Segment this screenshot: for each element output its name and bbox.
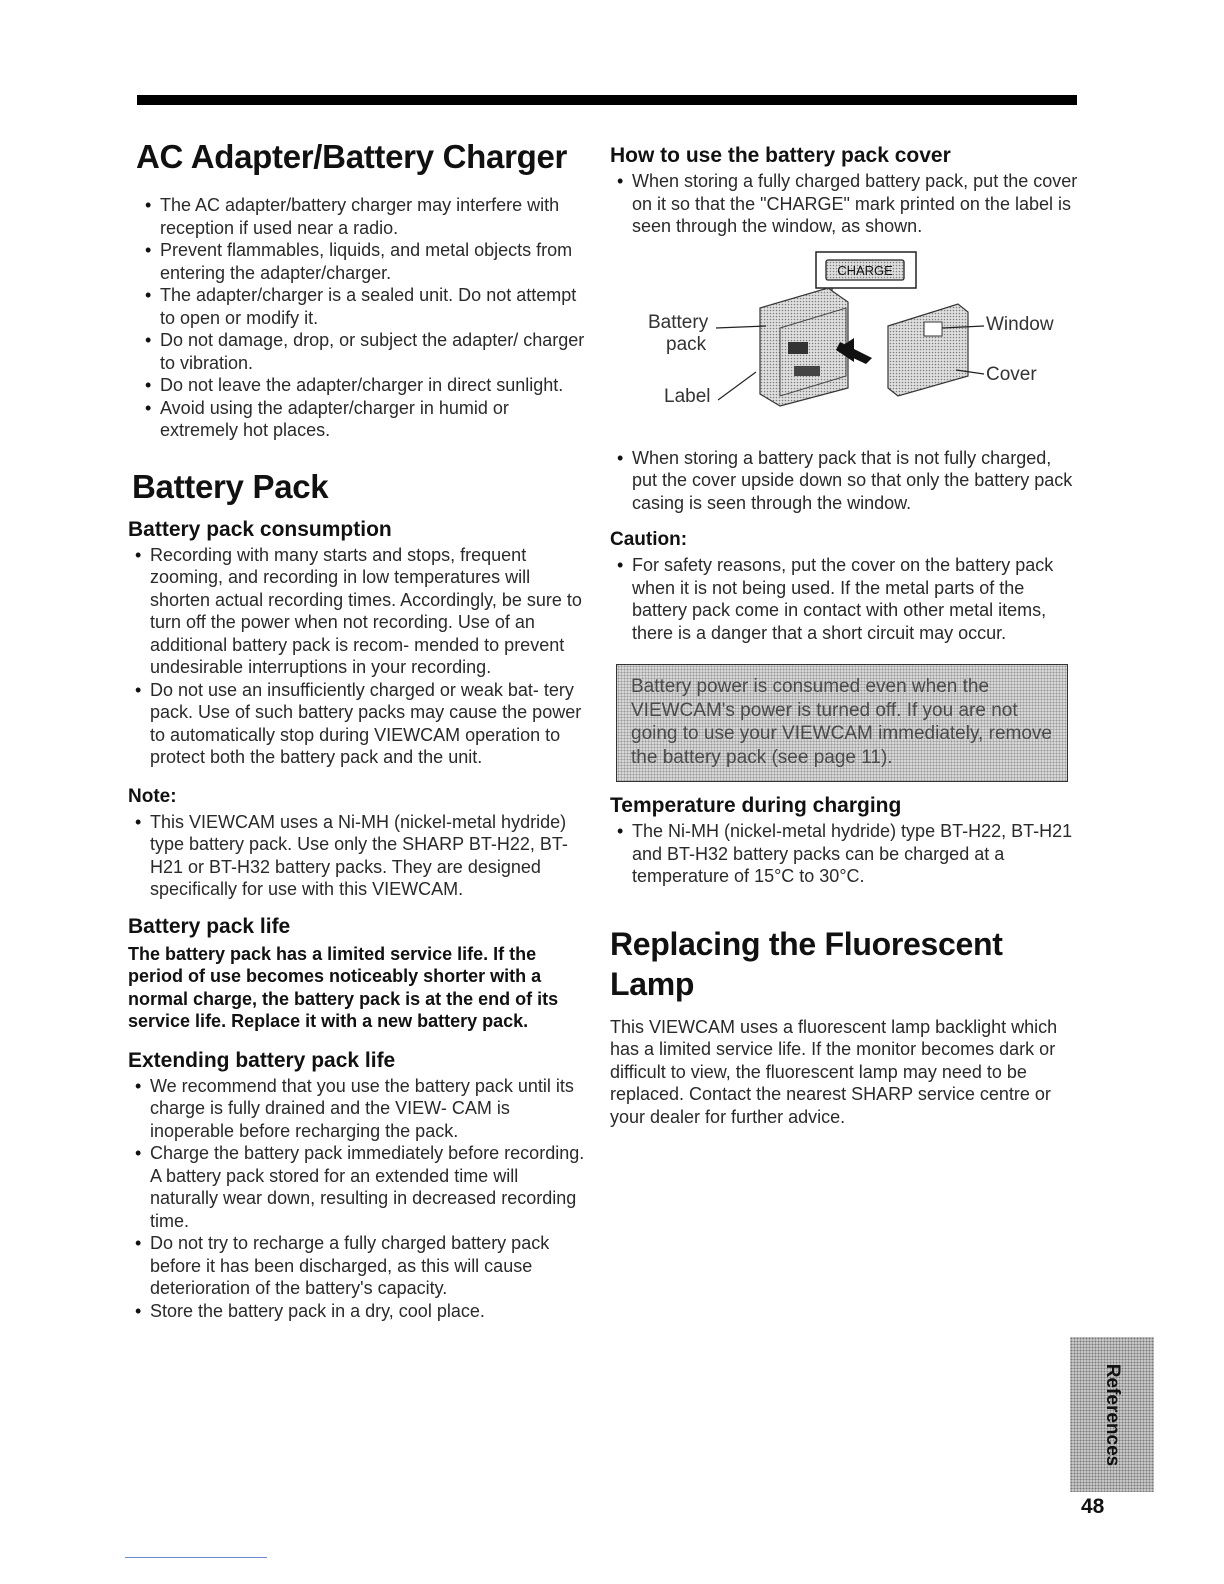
list-item: • Recording with many starts and stops, frequent zooming, and recording in low temperatures will shorten actual recording times. Accordingly, be sure to turn off the power when not recording. Use of an additional battery pack is recom- mended to prevent undesirable interruptions in your recording. xyxy=(128,544,590,679)
cover-list-2 xyxy=(610,447,1080,515)
life-heading: Battery pack life xyxy=(128,914,291,938)
caution-heading: Caution: xyxy=(610,529,688,550)
list-item: • Store the battery pack in a dry, cool place. xyxy=(128,1300,590,1323)
list-item: • We recommend that you use the battery pack until its charge is fully drained and the VIEW- CAM is inoperable before recharging the pack. xyxy=(128,1075,590,1143)
top-rule xyxy=(137,95,1077,105)
bottom-rule xyxy=(125,1557,267,1558)
list-item: • This VIEWCAM uses a Ni-MH (nickel-metal hydride) type battery pack. Use only the SHARP BT-H22, BT-H21 or BT-H32 battery packs. They are designed specifically for use with this VIEWCAM. xyxy=(128,811,590,901)
battery-pack-title: Battery Pack xyxy=(132,467,329,505)
list-item: • Prevent flammables, liquids, and metal objects from entering the adapter/charger. xyxy=(138,239,590,284)
list-item: • Do not use an insufficiently charged or weak bat- tery pack. Use of such battery packs may cause the power to automatically stop during VIEWCAM operation to protect both the battery pack and the unit. xyxy=(128,679,590,769)
list-item: • Do not damage, drop, or subject the adapter/ charger to vibration. xyxy=(138,329,590,374)
callout-text: Battery power is consumed even when the VIEWCAM's power is turned off. If you are not going to use your VIEWCAM immediately, remove the battery pack (see page 11). xyxy=(631,676,1052,768)
list-item: • The Ni-MH (nickel-metal hydride) type BT-H22, BT-H21 and BT-H32 battery packs can be charged at a temperature of 15°C to 30°C. xyxy=(610,820,1080,888)
extending-heading: Extending battery pack life xyxy=(128,1048,396,1072)
consumption-list xyxy=(128,544,590,769)
charge-mark-text: CHARGE xyxy=(837,262,893,278)
cover-shape xyxy=(888,304,968,396)
battery-cover-diagram xyxy=(610,246,1070,441)
references-tab-label: References xyxy=(1102,1363,1123,1466)
ac-adapter-title: AC Adapter/Battery Charger xyxy=(136,138,568,175)
list-item: • For safety reasons, put the cover on the battery pack when it is not being used. If the metal parts of the battery pack come in contact with other metal items, there is a danger that a short circuit may occur. xyxy=(610,554,1080,644)
cover-list-1 xyxy=(610,170,1080,238)
list-item: • When storing a fully charged battery pack, put the cover on it so that the "CHARGE" mark printed on the label is seen through the window, as shown. xyxy=(610,170,1080,238)
note-heading: Note: xyxy=(128,785,177,807)
note-list xyxy=(128,811,590,901)
list-item: • Charge the battery pack immediately before recording. A battery pack stored for an extended time will naturally wear down, resulting in decreased recording time. xyxy=(128,1142,590,1232)
temperature-heading: Temperature during charging xyxy=(610,794,902,817)
list-item: • The AC adapter/battery charger may interfere with reception if used near a radio. xyxy=(138,194,590,239)
right-column xyxy=(610,130,1080,1128)
caution-list xyxy=(610,554,1080,644)
list-item: • Do not leave the adapter/charger in direct sunlight. xyxy=(138,374,590,397)
cover-heading: How to use the battery pack cover xyxy=(610,144,951,167)
label-battery: Battery xyxy=(648,311,709,333)
life-text: The battery pack has a limited service life. If the period of use becomes noticeably shorter with a normal charge, the battery pack is at the end of its service life. Replace it with a new battery pack. xyxy=(128,943,559,1031)
list-item: • The adapter/charger is a sealed unit. Do not attempt to open or modify it. xyxy=(138,284,590,329)
ac-adapter-list xyxy=(138,194,590,442)
replacing-lamp-title: Replacing the Fluorescent Lamp xyxy=(610,925,1003,1002)
temperature-list xyxy=(610,820,1080,888)
label-cover: Cover xyxy=(986,363,1037,385)
references-side-tab xyxy=(1070,1337,1154,1492)
extending-list xyxy=(128,1075,590,1323)
replacing-lamp-text: This VIEWCAM uses a fluorescent lamp backlight which has a limited service life. If the monitor becomes dark or difficult to view, the fluorescent lamp may need to be replaced. Contact the nearest SHARP service centre or your dealer for further advice. xyxy=(610,1016,1058,1127)
list-item: • When storing a battery pack that is not fully charged, put the cover upside down so that only the battery pack casing is seen through the window. xyxy=(610,447,1080,515)
battery-power-callout xyxy=(616,664,1068,782)
consumption-heading: Battery pack consumption xyxy=(128,517,392,541)
list-item: • Avoid using the adapter/charger in humid or extremely hot places. xyxy=(138,397,590,442)
page-number: 48 xyxy=(1081,1495,1105,1518)
list-item: • Do not try to recharge a fully charged battery pack before it has been discharged, as this will cause deterioration of the battery's capacity. xyxy=(128,1232,590,1300)
label-pack: pack xyxy=(666,333,707,355)
label-window: Window xyxy=(986,313,1054,335)
left-column xyxy=(120,130,590,1322)
label-label: Label xyxy=(664,385,711,407)
